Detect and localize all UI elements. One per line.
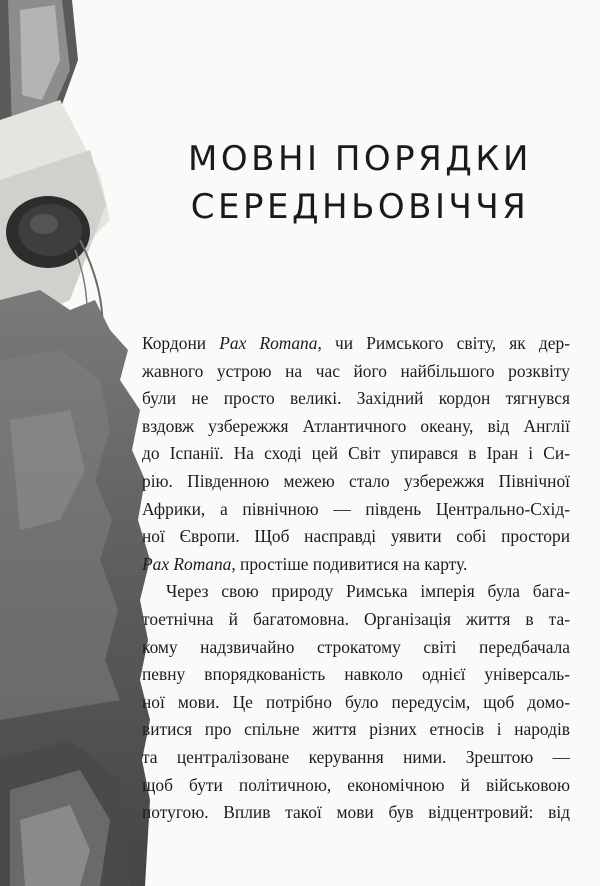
line: Африки, а північною — південь Центрально-Схід- — [142, 498, 570, 519]
line: тоетнічна й багатомовна. Організація життя в та- — [142, 608, 570, 629]
paragraph-1 — [142, 330, 570, 578]
line: вздовж узбережжя Атлантичного океану, від Англії — [142, 415, 570, 436]
line: кому надзвичайно строкатому світі передбачала — [142, 636, 570, 657]
paragraph-2 — [142, 578, 570, 826]
line: потугою. Вплив такої мови був відцентровий: від — [142, 802, 570, 823]
line: рію. Південною межею стало узбережжя Північної — [142, 470, 570, 491]
line: та централізоване керування ними. Зрештою — — [142, 746, 570, 767]
title-line-2: СЕРЕДНЬОВІЧЧЯ — [190, 186, 530, 227]
italic-term: Pax Romana, — [142, 553, 236, 574]
line: були не просто великі. Західний кордон тягнувся — [142, 388, 570, 409]
torn-paper-wax-seal-collage — [0, 0, 150, 886]
line: щоб бути політичною, економічною й військовою — [142, 774, 570, 795]
text-run: , чи Римського світу, як дер- — [317, 333, 570, 353]
line: ної мови. Це потрібно було передусім, щоб домо- — [142, 691, 570, 712]
title-line-1: МОВНІ ПОРЯДКИ — [188, 138, 532, 179]
line: жавного устрою на час його найбільшого розквіту — [142, 360, 570, 381]
italic-term: Pax Romana — [219, 333, 318, 353]
line: до Іспанії. На сході цей Світ упирався в Іран і Си- — [142, 443, 570, 464]
line: ної Європи. Щоб насправді уявити собі простори — [142, 526, 570, 547]
text-run: Кордони — [142, 333, 220, 353]
line: певну впорядкованість навколо однієї універсаль- — [142, 664, 570, 685]
text-run: простіше подивитися на карту. — [235, 553, 468, 574]
line — [142, 551, 570, 579]
body-text — [142, 330, 570, 827]
line: Через свою природу Римська імперія була бага- — [166, 581, 570, 602]
line — [142, 330, 570, 358]
page-title — [120, 135, 600, 231]
line: витися про спільне життя різних етносів і народів — [142, 719, 570, 740]
